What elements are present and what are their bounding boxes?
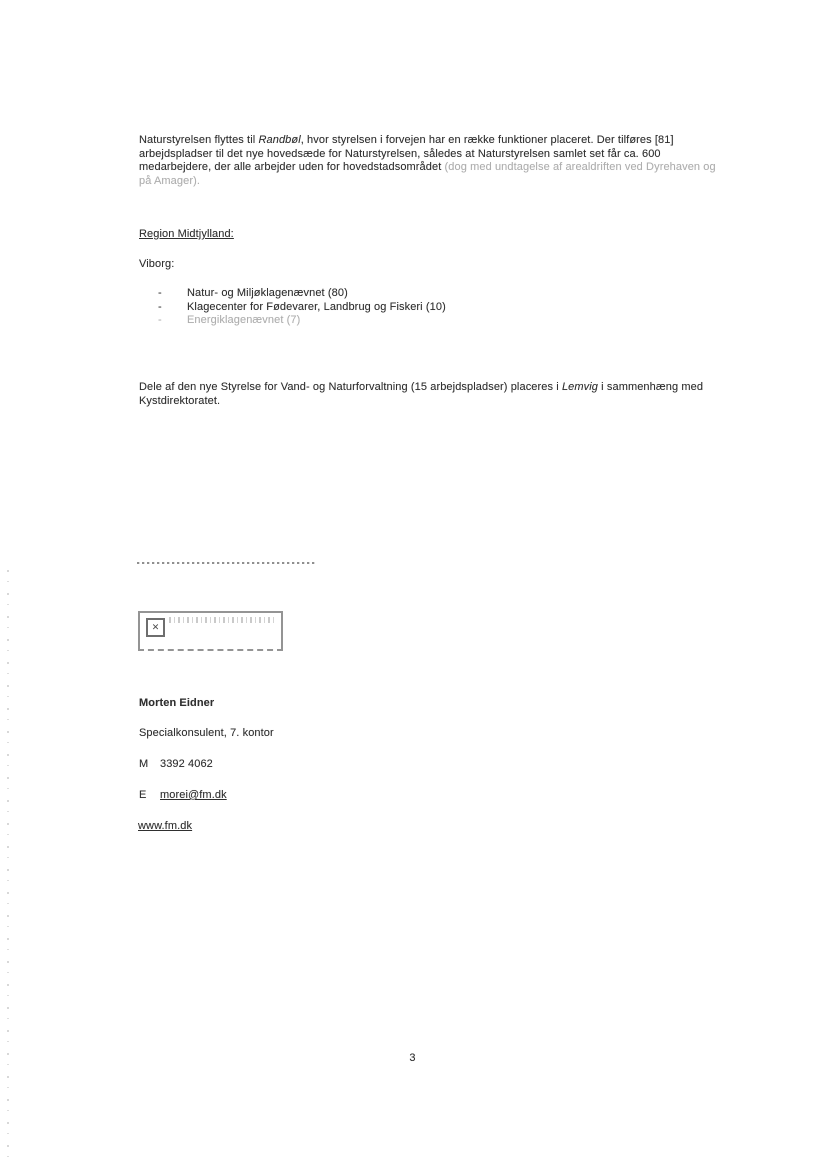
signature-job-title: Specialkonsulent, 7. kontor — [139, 727, 274, 739]
city-heading: Viborg: — [139, 258, 175, 270]
mobile-number: 3392 4062 — [160, 758, 213, 770]
place-name-randbol: Randbøl — [258, 134, 301, 146]
signature-email-line — [139, 789, 227, 803]
dash-bullet: - — [158, 300, 162, 313]
broken-image-x-icon: ✕ — [146, 618, 165, 637]
email-label: E — [139, 789, 147, 801]
website-link[interactable]: www.fm.dk — [138, 820, 193, 832]
email-link[interactable]: morei@fm.dk — [160, 789, 227, 801]
paragraph-text: Naturstyrelsen flyttes til — [139, 134, 259, 146]
list-item — [158, 314, 578, 328]
signature-name: Morten Eidner — [139, 697, 215, 709]
region-heading: Region Midtjylland: — [139, 228, 234, 240]
agency-list — [158, 287, 578, 328]
page-number: 3 — [409, 1052, 416, 1064]
broken-image-caption-text — [169, 617, 277, 623]
list-item-label: Natur- og Miljøklagenævnet (80) — [187, 287, 348, 299]
paragraph-text: , hvor styrelsen i forvejen har en række funktioner placeret. Der tilføres [81] arbejdspladser til det nye hovedsæde for Naturstyrelsen, således at Naturstyrelsen samlet set får ca. 600 medarbejdere, der alle arbejder uden for hovedstadsområdet — [139, 134, 674, 173]
dash-bullet: - — [158, 314, 162, 326]
paragraph-text: Dele af den nye Styrelse for Vand- og Naturforvaltning (15 arbejdspladser) placeres i — [139, 381, 562, 393]
paragraph-vand-naturforvaltning — [139, 381, 721, 408]
scan-edge-artifacts — [7, 570, 9, 1162]
signature-mobile-line — [139, 758, 213, 772]
list-item-label: Energiklagenævnet (7) — [187, 314, 301, 326]
faded-parenthetical-text: (dog med undtagelse af arealdriften ved Dyrehaven og på Amager). — [139, 161, 716, 187]
list-item-label: Klagecenter for Fødevarer, Landbrug og Fiskeri (10) — [187, 300, 446, 313]
mobile-label: M — [139, 758, 149, 770]
dash-bullet: - — [158, 287, 162, 299]
list-item — [158, 301, 578, 315]
separator-dashed-line — [137, 562, 317, 564]
place-name-lemvig: Lemvig — [561, 381, 599, 393]
list-item — [158, 287, 578, 301]
paragraph-naturstyrelsen — [139, 134, 717, 188]
paragraph-text: i sammenhæng med Kystdirektoratet. — [139, 381, 704, 407]
broken-image-placeholder — [138, 611, 283, 651]
